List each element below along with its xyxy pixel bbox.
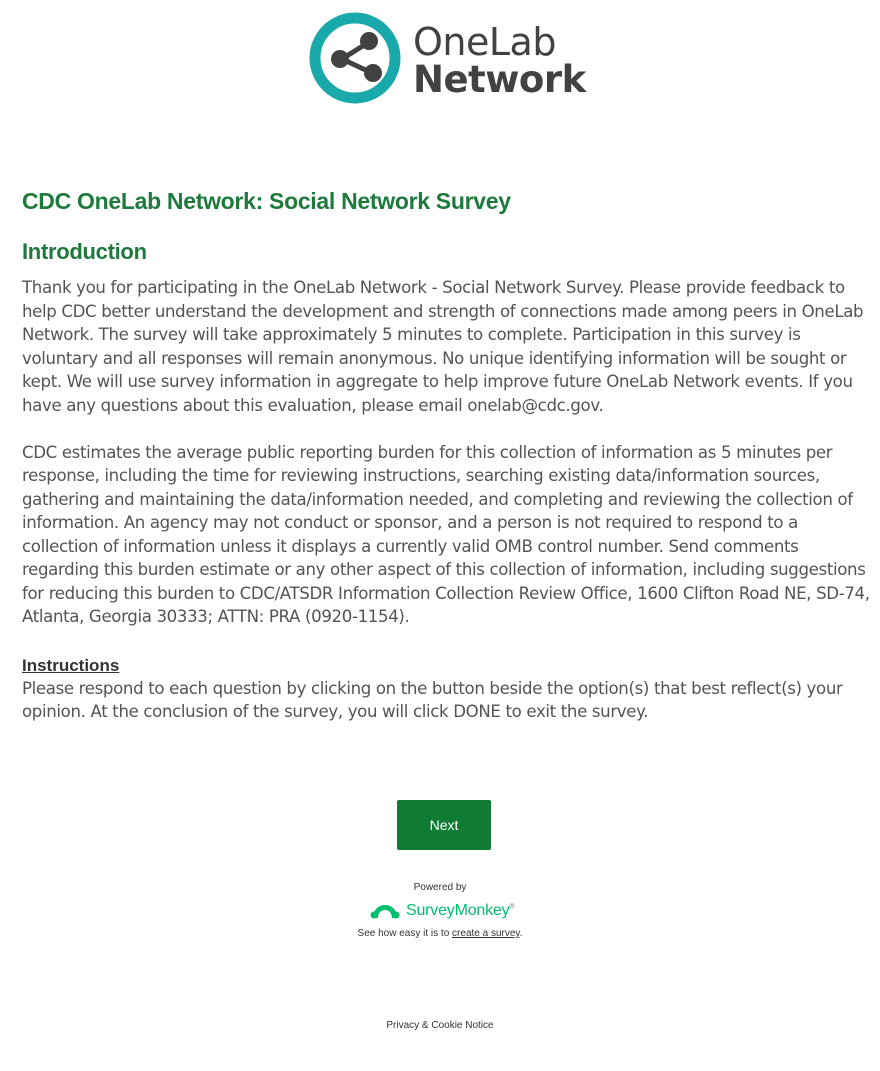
surveymonkey-name-text: SurveyMonkey — [406, 902, 510, 919]
network-share-icon — [309, 12, 401, 104]
create-survey-link[interactable]: create a survey — [452, 928, 520, 939]
powered-by-label: Powered by — [413, 882, 467, 893]
next-button[interactable]: Next — [397, 800, 491, 850]
instructions-text: Please respond to each question by clicking on the button beside the option(s) that best reflect(s) your opinion. At the conclusion of the survey, you will click DONE to exit the survey. — [22, 678, 843, 721]
create-survey-line — [0, 928, 880, 939]
onelab-logo — [309, 10, 589, 106]
registered-mark: ® — [509, 903, 515, 911]
instructions-heading: Instructions — [22, 655, 120, 675]
create-survey-prefix: See how easy it is to — [357, 928, 453, 939]
surveymonkey-name — [406, 902, 514, 920]
survey-content — [22, 186, 870, 724]
logo-text-network: Network — [413, 58, 586, 101]
privacy-notice — [0, 1020, 880, 1031]
survey-title: CDC OneLab Network: Social Network Survey — [22, 188, 511, 214]
surveymonkey-logo-icon — [370, 901, 400, 921]
introduction-paragraph-1: Thank you for participating in the OneLab Network - Social Network Survey. Please provide feedback to help CDC better understand the development and strength of connections made among peers in OneLab Network. The survey will take approximately 5 minutes to complete. Participation in this survey is voluntary and all responses will remain anonymous. No unique identifying information will be sought or kept. We will use survey information in aggregate to help improve future OneLab Network events. If you have any questions about this evaluation, please email onelab@cdc.gov. — [22, 278, 864, 415]
surveymonkey-brand[interactable] — [370, 898, 514, 924]
privacy-cookie-notice-link[interactable]: Privacy & Cookie Notice — [386, 1020, 494, 1031]
introduction-heading: Introduction — [22, 239, 147, 264]
logo-text-onelab: OneLab — [413, 20, 556, 64]
create-survey-suffix: . — [519, 928, 523, 939]
burden-statement-paragraph: CDC estimates the average public reporting burden for this collection of information as 5 minutes per response, including the time for reviewing instructions, searching existing data/information sources, gathering and maintaining the data/information needed, and completing and reviewing the collection of information. An agency may not conduct or sponsor, and a person is not required to respond to a collection of information unless it displays a currently valid OMB control number. Send comments regarding this burden estimate or any other aspect of this collection of information, including suggestions for reducing this burden to CDC/ATSDR Information Collection Review Office, 1600 Clifton Road NE, SD-74, Atlanta, Georgia 30333; ATTN: PRA (0920-1154). — [22, 442, 870, 626]
